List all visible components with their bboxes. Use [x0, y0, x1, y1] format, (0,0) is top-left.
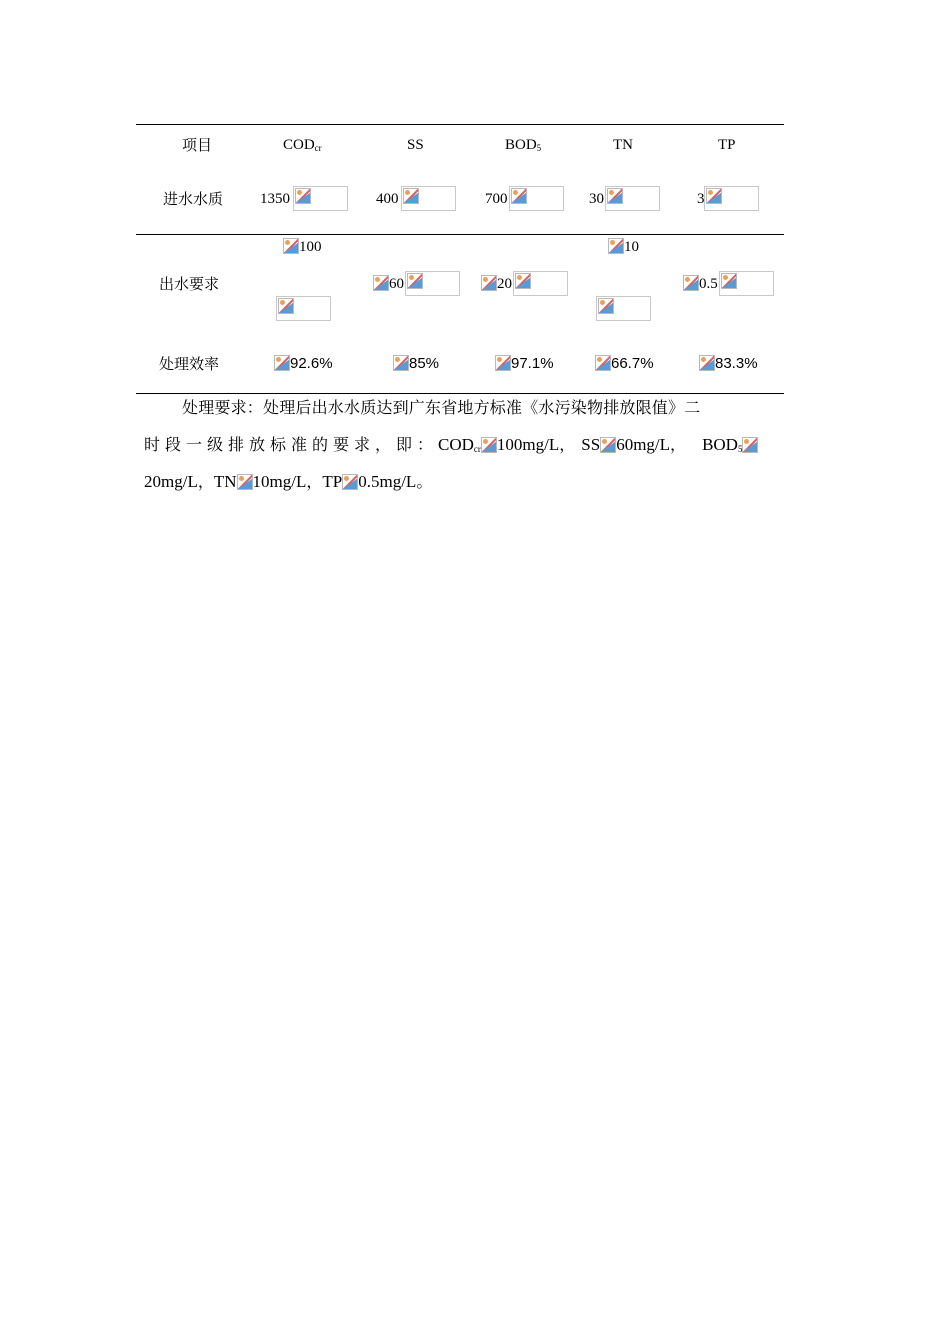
- header-bod: $BOD_5$: [505, 137, 542, 153]
- broken-image-icon: [407, 273, 423, 289]
- influent-label: 进水水质: [163, 190, 224, 208]
- influent-bod-image-frame: [509, 186, 564, 211]
- effluent-label: 出水要求: [159, 275, 220, 293]
- influent-cod: 1350: [260, 191, 290, 207]
- paragraph-line-2: 时段一级排放标准的要求，即：$COD_{cr}$ 100mg/L， SS 60mg/L， $BOD_5$: [144, 426, 808, 463]
- header-tp: TP: [718, 137, 736, 153]
- broken-image-icon: [721, 273, 737, 289]
- effluent-cod-image-frame: [276, 296, 331, 321]
- efficiency-tn: 66.7%: [595, 355, 654, 373]
- efficiency-ss: 85%: [393, 355, 439, 373]
- broken-image-icon: [600, 437, 616, 453]
- broken-image-icon: [699, 355, 715, 371]
- effluent-tp-image-frame: [719, 271, 774, 296]
- broken-image-icon: [595, 355, 611, 371]
- effluent-bod-image-frame: [513, 271, 568, 296]
- broken-image-icon: [342, 474, 358, 490]
- effluent-bod: 20: [481, 275, 512, 293]
- influent-ss: 400: [376, 191, 399, 207]
- effluent-tn: 10: [608, 238, 639, 256]
- influent-cod-image-frame: [293, 186, 348, 211]
- requirement-paragraph: [144, 389, 808, 500]
- broken-image-icon: [598, 298, 614, 314]
- influent-bod: 700: [485, 191, 508, 207]
- header-ss: SS: [407, 137, 424, 153]
- broken-image-icon: [742, 437, 758, 453]
- table-mid-rule: [136, 234, 784, 235]
- broken-image-icon: [608, 238, 624, 254]
- broken-image-icon: [274, 355, 290, 371]
- broken-image-icon: [403, 188, 419, 204]
- broken-image-icon: [295, 188, 311, 204]
- broken-image-icon: [495, 355, 511, 371]
- broken-image-icon: [706, 188, 722, 204]
- broken-image-icon: [481, 275, 497, 291]
- influent-tn: 30: [589, 191, 604, 207]
- broken-image-icon: [683, 275, 699, 291]
- broken-image-icon: [511, 188, 527, 204]
- influent-ss-image-frame: [401, 186, 456, 211]
- broken-image-icon: [237, 474, 253, 490]
- efficiency-label: 处理效率: [159, 355, 220, 373]
- header-item: 项目: [182, 136, 213, 154]
- influent-tn-image-frame: [605, 186, 660, 211]
- header-cod: $COD_{cr}$: [283, 137, 322, 153]
- effluent-ss: 60: [373, 275, 404, 293]
- header-tn: TN: [613, 137, 633, 153]
- broken-image-icon: [373, 275, 389, 291]
- efficiency-bod: 97.1%: [495, 355, 554, 373]
- effluent-cod: 100: [283, 238, 322, 256]
- influent-tp: 3: [697, 191, 705, 207]
- broken-image-icon: [278, 298, 294, 314]
- table-top-rule: [136, 124, 784, 125]
- effluent-tp: 0.5: [683, 275, 718, 293]
- effluent-ss-image-frame: [405, 271, 460, 296]
- influent-tp-image-frame: [704, 186, 759, 211]
- broken-image-icon: [607, 188, 623, 204]
- broken-image-icon: [393, 355, 409, 371]
- broken-image-icon: [515, 273, 531, 289]
- paragraph-line-1: 处理要求：处理后出水水质达到广东省地方标准《水污染物排放限值》二: [182, 398, 701, 417]
- efficiency-tp: 83.3%: [699, 355, 758, 373]
- effluent-tn-image-frame: [596, 296, 651, 321]
- efficiency-cod: 92.6%: [274, 355, 333, 373]
- broken-image-icon: [481, 437, 497, 453]
- broken-image-icon: [283, 238, 299, 254]
- paragraph-line-3: 20mg/L，TN 10mg/L，TP 0.5mg/L。: [144, 472, 433, 491]
